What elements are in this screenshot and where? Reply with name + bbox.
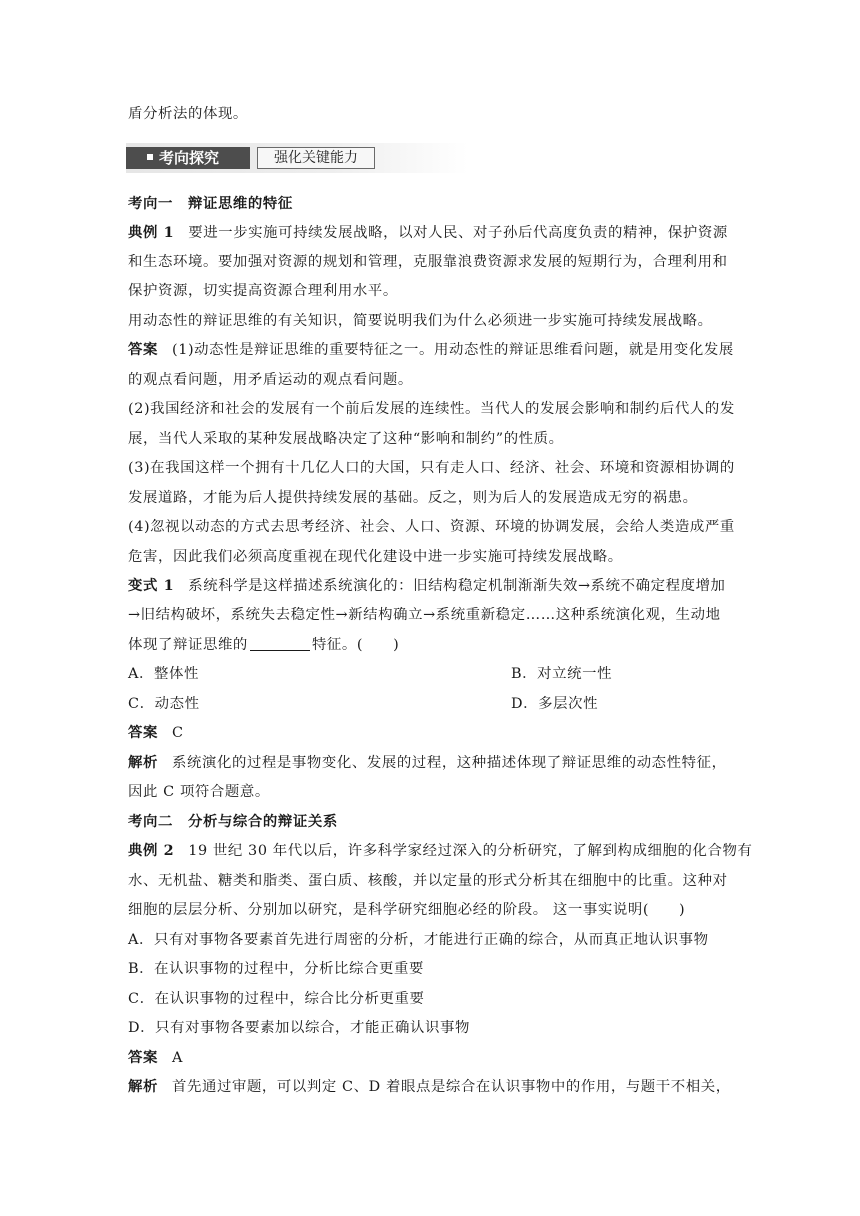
variant1-line-1: 变式 1 系统科学是这样描述系统演化的：旧结构稳定机制渐渐失效→系统不确定程度增加 bbox=[128, 577, 726, 594]
example2-analysis: 解析 首先通过审题，可以判定 C、D 着眼点是综合在认识事物中的作用，与题干不相关， bbox=[128, 1078, 731, 1095]
option-d: D．多层次性 bbox=[511, 696, 599, 712]
variant1-line-3: 体现了辩证思维的 特征。( ) bbox=[128, 637, 400, 653]
answer1-line-1: 答案 (1)动态性是辩证思维的重要特征之一。用动态性的辩证思维看问题，就是用变化发展 bbox=[128, 341, 734, 358]
variant1-analysis-line-2: 因此 C 项符合题意。 bbox=[128, 784, 270, 800]
variant1-answer: 答案 C bbox=[128, 724, 184, 741]
section1-heading: 考向一 辩证思维的特征 bbox=[128, 195, 293, 212]
banner-main bbox=[126, 147, 250, 169]
example2-option-c: C．在认识事物的过程中，综合比分析更重要 bbox=[128, 991, 425, 1007]
intro-tail-text: 盾分析法的体现。 bbox=[128, 106, 248, 122]
option-b: B．对立统一性 bbox=[511, 666, 613, 682]
answer1-line-7: (4)忽视以动态的方式去思考经济、社会、人口、资源、环境的协调发展，会给人类造成严重 bbox=[128, 519, 735, 535]
variant1-answer-label: 答案 bbox=[128, 724, 158, 741]
example2-line-1: 典例 2 19 世纪 30 年代以后，许多科学家经过深入的分析研究，了解到构成细胞的化合物有 bbox=[128, 842, 753, 859]
example2-option-a: A．只有对事物各要素首先进行周密的分析，才能进行正确的综合，从而真正地认识事物 bbox=[128, 932, 709, 948]
example2-option-d: D．只有对事物各要素加以综合，才能正确认识事物 bbox=[128, 1020, 470, 1036]
square-bullet-icon bbox=[147, 154, 153, 160]
answer1-line-8: 危害，因此我们必须高度重视在现代化建设中进一步实施可持续发展战略。 bbox=[128, 549, 623, 565]
answer1-line-5: (3)在我国这样一个拥有十几亿人口的大国，只有走人口、经济、社会、环境和资源相协调的 bbox=[128, 460, 735, 476]
variant1-options-row-1 bbox=[128, 664, 613, 684]
option-c: C．动态性 bbox=[128, 696, 200, 712]
example2-analysis-label: 解析 bbox=[128, 1078, 158, 1095]
example2-option-b: B．在认识事物的过程中，分析比综合更重要 bbox=[128, 961, 424, 977]
banner-main-label: 考向探究 bbox=[159, 149, 220, 167]
example1-question: 用动态性的辩证思维的有关知识，简要说明我们为什么必须进一步实施可持续发展战略。 bbox=[128, 313, 713, 329]
example2-line-2: 水、无机盐、糖类和脂类、蛋白质、核酸，并以定量的形式分析其在细胞中的比重。这种对 bbox=[128, 873, 728, 889]
answer1-label: 答案 bbox=[128, 341, 158, 358]
example2-answer: 答案 A bbox=[128, 1049, 183, 1066]
variant1-options-row-2 bbox=[128, 694, 599, 714]
example1-line-3: 保护资源，切实提高资源合理利用水平。 bbox=[128, 283, 398, 299]
variant1-analysis-line-1: 解析 系统演化的过程是事物变化、发展的过程，这种描述体现了辩证思维的动态性特征， bbox=[128, 754, 727, 771]
example2-answer-label: 答案 bbox=[128, 1049, 158, 1066]
answer1-line-2: 的观点看问题，用矛盾运动的观点看问题。 bbox=[128, 372, 413, 388]
section2-heading: 考向二 分析与综合的辩证关系 bbox=[128, 813, 338, 830]
example1-label: 典例 1 bbox=[128, 224, 175, 241]
variant1-line-2: →旧结构破坏，系统失去稳定性→新结构确立→系统重新稳定……这种系统演化观，生动地 bbox=[128, 607, 721, 623]
answer-blank bbox=[250, 636, 310, 651]
option-a: A．整体性 bbox=[128, 666, 199, 682]
banner-sub: 强化关键能力 bbox=[257, 147, 375, 169]
example1-line-2: 和生态环境。要加强对资源的规划和管理，克服靠浪费资源求发展的短期行为，合理利用和 bbox=[128, 254, 728, 270]
answer1-line-4: 展，当代人采取的某种发展战略决定了这种“影响和制约”的性质。 bbox=[128, 431, 564, 447]
variant1-analysis-label: 解析 bbox=[128, 754, 158, 771]
section-banner bbox=[126, 143, 468, 173]
variant1-label: 变式 1 bbox=[128, 577, 175, 594]
example2-label: 典例 2 bbox=[128, 842, 175, 859]
example1-line-1: 典例 1 要进一步实施可持续发展战略，以对人民、对子孙后代高度负责的精神，保护资源 bbox=[128, 224, 728, 241]
example2-line-3: 细胞的层层分析、分别加以研究，是科学研究细胞必经的阶段。 这一事实说明( ) bbox=[128, 902, 686, 918]
answer1-line-6: 发展道路，才能为后人提供持续发展的基础。反之，则为后人的发展造成无穷的祸患。 bbox=[128, 490, 698, 506]
answer1-line-3: (2)我国经济和社会的发展有一个前后发展的连续性。当代人的发展会影响和制约后代人的发 bbox=[128, 401, 735, 417]
